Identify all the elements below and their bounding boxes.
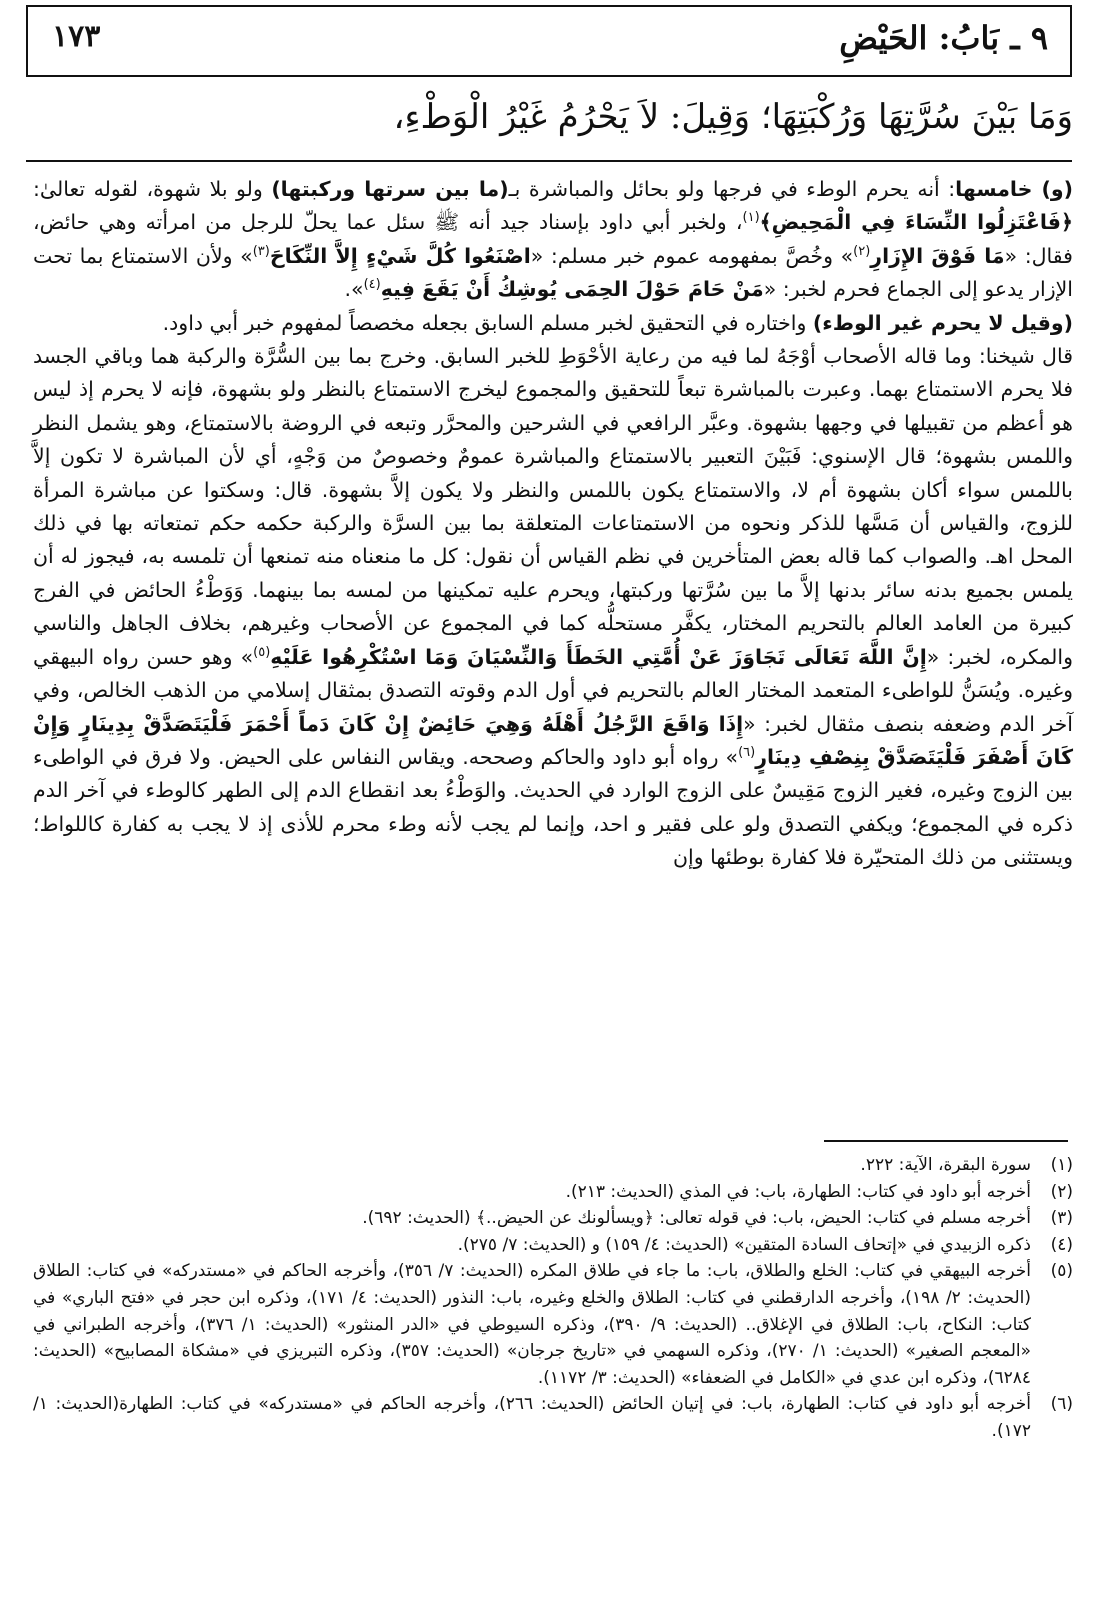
text-segment: قال شيخنا: وما قاله الأصحاب أوْجَهُ لما فيه من رعاية الأحْوَطِ للخبر السابق. وخرج بما بين السُّرَّة والركبة هما وباقي الجسد فلا يحرم الاستمتاع بهما. وعبرت بالمباشرة تبعاً للتحقيق والمجموع ليخرج الاستمتاع بالنظر ولو بشهوة، فإنه لا يحرم إذ ليس هو أعظم من تقبيلها في وجهها بشهوة. وعبَّر الرافعي في الشرحين والمحرَّر وتبعه في الروضة بالاستمتاع، وهو يشمل النظر واللمس بشهوة؛ قال الإسنوي: فَبَيْنَ التعبير بالاستمتاع والمباشرة عمومٌ وخصوصٌ من وَجْهٍ، أي لأن المباشرة لا تكون إلاَّ باللمس سواء أكان بشهوة أم لا، والاستمتاع يكون باللمس والنظر ولا يكون إلاَّ بشهوة. قال: وسكتوا عن مباشرة المرأة للزوج، والقياس أن مَسَّها للذكر ونحوه من الاستمتاعات المتعلقة بما بين السرَّة والركبة حكمه حكم تمتعاته بها في ذلك المحل اهـ. والصواب كما قاله بعض المتأخرين في نظم القياس أن نقول: كل ما منعناه منه تمنعها أن تلمسه به، فيجوز له أن يلمس بجميع بدنه سائر بدنها إلاَّ ما بين سُرَّتها وركبتها، ويحرم عليه تمكينها من لمسه بما بينهما. وَوَطْءُ الحائض في الفرج كبيرة من العامد العالم بالتحريم المختار، يكفَّر مستحلُّه كما في المجموع عن الأصحاب وغيرهم، بخلاف الجاهل والناسي والمكره، لخبر: «: [33, 344, 1073, 669]
footnote-text: أخرجه مسلم في كتاب: الحيض، باب: في قوله تعالى: ﴿ويسألونك عن الحيض..﴾ (الحديث: ٦٩٢).: [362, 1208, 1031, 1229]
footnote-item: [33, 1152, 1073, 1179]
footnote-text: أخرجه أبو داود في كتاب: الطهارة، باب: في المذي (الحديث: ٢١٣).: [565, 1181, 1031, 1202]
footnote-number: (٢): [1050, 1181, 1073, 1202]
footnote-text: ذكره الزبيدي في «إتحاف السادة المتقين» (الحديث: ٤/ ١٥٩) و (الحديث: ٧/ ٢٧٥).: [457, 1234, 1031, 1255]
footnote-item: [33, 1205, 1073, 1232]
quoted-matn: (ما بين سرتها وركبتها): [271, 177, 509, 201]
footnote-ref[interactable]: (٤): [363, 277, 381, 293]
footnote-number: (٣): [1050, 1208, 1073, 1229]
hadith-quote: مَا فَوْقَ الإِزَارِ: [870, 243, 1005, 268]
hadith-quote: مَنْ حَامَ حَوْلَ الحِمَى يُوشِكُ أَنْ يَقَعَ فِيهِ: [380, 277, 764, 302]
commentary-body: [33, 173, 1073, 875]
footnote-divider: [824, 1140, 1068, 1142]
matn-text: وَمَا بَيْنَ سُرَّتِهَا وَرُكْبَتِهَا؛ وَقِيلَ: لاَ يَحْرُمُ غَيْرُ الْوَطْءِ،: [393, 97, 1073, 137]
text-segment: ولو بلا شهوة، لقوله تعالىٰ:: [33, 177, 272, 201]
hadith-quote: إِذَا وَاقَعَ الرَّجُلُ أَهْلَهُ وَهِيَ حَائِضٌ إِنْ كَانَ دَماً أَحْمَرَ فَلْيَتَصَدَّقْ بِدِينَارٍ وَإِنْ كَانَ أَصْفَرَ فَلْيَتَصَدَّقْ بِنِصْفِ دِينَارٍ: [33, 711, 1073, 769]
footnote-number: (٤): [1050, 1234, 1073, 1255]
footnote-ref[interactable]: (٦): [738, 745, 756, 761]
footnote-number: (٦): [1050, 1394, 1073, 1415]
running-header: [26, 5, 1072, 77]
footnote-item: [33, 1391, 1073, 1444]
footnote-text: أخرجه البيهقي في كتاب: الخلع والطلاق، باب: ما جاء في طلاق المكره (الحديث: ٧/ ٣٥٦)، وأخرجه الحاكم في «مستدركه» في كتاب: الطلاق (الحديث: ٢/ ١٩٨)، وأخرجه الدارقطني في كتاب: الطلاق والخلع وغيره، باب: النذور (الحديث: ٤/ ١٧١)، وذكره ابن حجر في «فتح الباري» في كتاب: النكاح، باب: الطلاق في الإغلاق.. (الحديث: ٩/ ٣٩٠)، وذكره السيوطي في «الدر المنثور» (الحديث: ١/ ٣٧٦)، وأخرجه الطبراني في «المعجم الصغير» (الحديث: ١/ ٢٧٠)، وذكره السهمي في «تاريخ جرجان» (الحديث: ٣٥٧)، وذكره التبريزي في «مشكاة المصابيح» (الحديث: ٦٢٨٤)، وذكره ابن عدي في «الكامل في الضعفاء» (الحديث: ٣/ ١١٧٢).: [33, 1261, 1031, 1388]
paragraph-1: [33, 173, 1073, 307]
footnote-ref[interactable]: (٥): [253, 644, 271, 660]
paragraph-2: [33, 307, 1073, 340]
footnote-ref[interactable]: (٣): [252, 243, 270, 259]
hadith-quote: إِنَّ اللَّهَ تَعَالَى تَجَاوَزَ عَنْ أُمَّتِي الخَطَأَ وَالنِّسْيَانَ وَمَا اسْتُكْرِهُوا عَلَيْهِ: [270, 644, 927, 669]
text-segment: » رواه أبو داود والحاكم وصححه. ويقاس النفاس على الحيض. ولا فرق في الواطىء بين الزوج وغيره، فغير الزوج مَقِيسٌ على الزوج الوارد في الحديث. والوَطْءُ بعد انقطاع الدم إلى الطهر كالوطء في آخر الدم ذكره في المجموع؛ ويكفي التصدق ولو على فقير و احد، وإنما لم يجب لأنه وطء محرم للأذى إذ لا يجب به كفارة كاللواط؛ ويستثنى من ذلك المتحيّرة فلا كفارة بوطئها وإن: [33, 744, 1073, 870]
lead-label: (و) خامسها: [955, 177, 1074, 201]
lead-label: (وقيل لا يحرم غير الوطء): [812, 310, 1073, 335]
footnote-ref[interactable]: (١): [742, 210, 760, 226]
footnote-item: [33, 1179, 1073, 1206]
text-segment: » ولأن الاستمتاع بما تحت الإزار يدعو إلى الجماع فحرم لخبر: «: [33, 243, 1073, 302]
text-segment: واختاره في التحقيق لخبر مسلم السابق بجعله مخصصاً لمفهوم خبر أبي داود.: [162, 310, 813, 335]
footnote-number: (٥): [1050, 1261, 1073, 1282]
paragraph-3: [33, 340, 1073, 875]
chapter-title: ٩ ـ بَابُ: الحَيْضِ: [839, 19, 1048, 57]
footnote-text: سورة البقرة، الآية: ٢٢٢.: [860, 1155, 1031, 1175]
text-segment: » وخُصَّ بمفهومه عموم خبر مسلم: «: [530, 243, 854, 268]
footnote-number: (١): [1050, 1155, 1073, 1175]
quran-verse: ﴿فَاعْتَزِلُوا النِّسَاءَ فِي الْمَحِيضِ﴾: [759, 210, 1073, 235]
text-segment: ».: [344, 277, 364, 302]
footnote-item: [33, 1258, 1073, 1391]
matn-divider: [26, 160, 1072, 162]
hadith-quote: اصْنَعُوا كُلَّ شَيْءٍ إِلاَّ النِّكَاحَ: [269, 243, 531, 268]
footnote-ref[interactable]: (٢): [853, 243, 871, 259]
footnote-item: [33, 1232, 1073, 1259]
text-segment: : أنه يحرم الوطء في فرجها ولو بحائل والمباشرة بـ: [508, 177, 956, 201]
footnote-text: أخرجه أبو داود في كتاب: الطهارة، باب: في إتيان الحائض (الحديث: ٢٦٦)، وأخرجه الحاكم في «مستدركه» في كتاب: الطهارة(الحديث: ١/ ١٧٢).: [33, 1394, 1031, 1441]
footnotes: [33, 1152, 1073, 1445]
text-segment: » وهو حسن رواه البيهقي وغيره. ويُسَنُّ للواطىء المتعمد المختار العالم بالتحريم في أول الدم وقوته التصدق بمثقال إسلامي من الذهب الخالص، وفي آخر الدم وضعفه بنصف مثقال لخبر: «: [33, 644, 1073, 736]
page-number: ١٧٣: [52, 19, 101, 54]
text-segment: ، ولخبر أبي داود بإسناد جيد أنه ﷺ سئل عما يحلّ للرجل من امرأته وهي حائض، فقال: «: [33, 210, 1073, 268]
